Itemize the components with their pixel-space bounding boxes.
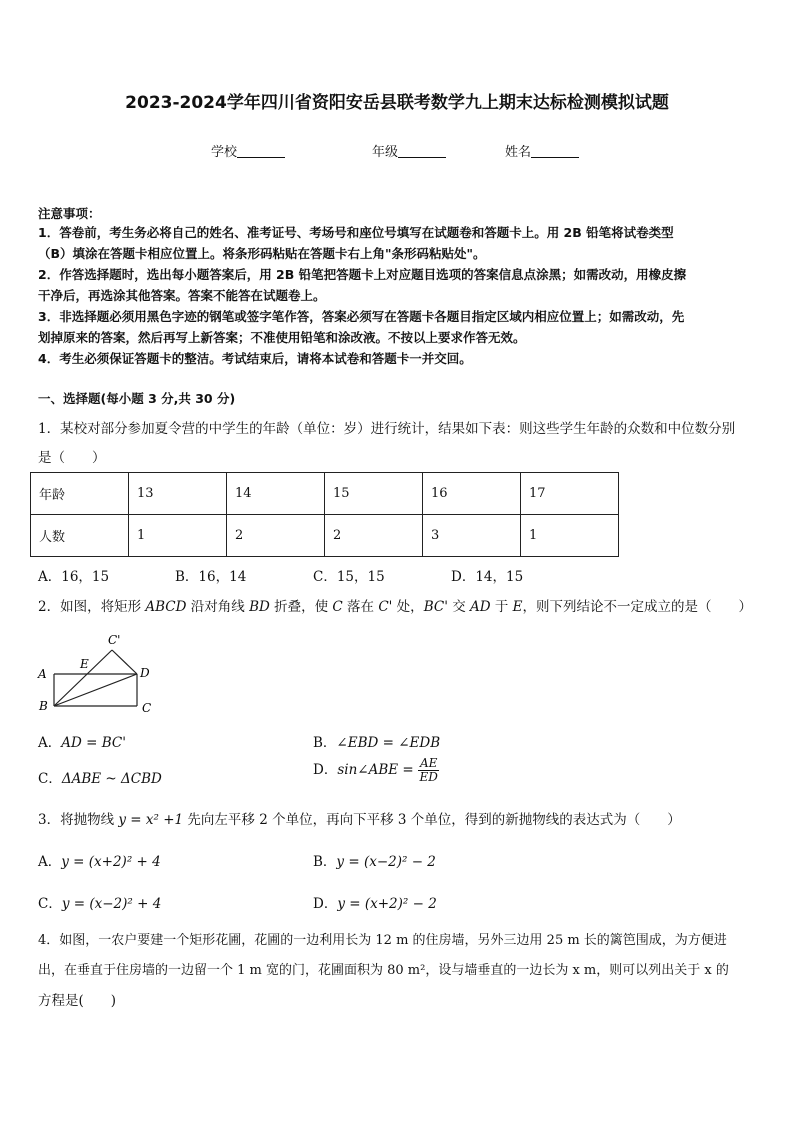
- q1-option-c[interactable]: C．15，15: [313, 569, 385, 585]
- label-c-prime: C': [108, 633, 121, 647]
- q2-option-a[interactable]: A．AD = BC': [38, 735, 126, 751]
- q1-option-d[interactable]: D．14，15: [451, 569, 524, 585]
- table-cell: 16: [423, 473, 521, 515]
- table-cell: 1: [129, 515, 227, 557]
- notice-line: 干净后，再选涂其他答案。答案不能答在试题卷上。: [38, 288, 326, 303]
- question-4-text: 4．如图，一农户要建一个矩形花圃，花圃的一边利用长为 12 m 的住房墙，另外三边用 25 m 长的篱笆围成，为方便进: [38, 933, 727, 948]
- table-cell: 3: [423, 515, 521, 557]
- table-cell: 年龄: [31, 473, 129, 515]
- table-cell: 人数: [31, 515, 129, 557]
- notice-line: （B）填涂在答题卡相应位置上。将条形码粘贴在答题卡右上角"条形码粘贴处"。: [38, 246, 486, 261]
- school-field: 学校: [211, 141, 285, 160]
- age-table: [30, 472, 619, 557]
- label-e: E: [80, 657, 89, 671]
- q3-option-d[interactable]: D．y = (x+2)² − 2: [313, 896, 437, 912]
- name-field: 姓名: [505, 141, 579, 160]
- notice-line: 3．非选择题必须用黑色字迹的钢笔或签字笔作答，答案必须写在答题卡各题目指定区域内相应位置上；如需改动，先: [38, 309, 685, 324]
- question-4-text-cont: 出，在垂直于住房墙的一边留一个 1 m 宽的门，花圃面积为 80 m²，设与墙垂直的一边长为 x m，则可以列出关于 x 的: [38, 963, 729, 978]
- label-c: C: [142, 701, 152, 715]
- question-1-text: 1．某校对部分参加夏令营的中学生的年龄（单位：岁）进行统计，结果如下表：则这些学生年龄的众数和中位数分别: [38, 421, 736, 437]
- question-3-text: 3．将抛物线 y = x² +1 先向左平移 2 个单位，再向下平移 3 个单位，得到的新抛物线的表达式为（ ）: [38, 812, 681, 828]
- question-4-text-end: 方程是( ): [38, 993, 117, 1009]
- q2-option-c[interactable]: C．ΔABE ~ ΔCBD: [38, 771, 162, 787]
- table-row: [31, 473, 619, 515]
- table-cell: 15: [325, 473, 423, 515]
- notice-line: 划掉原来的答案，然后再写上新答案；不准使用铅笔和涂改液。不按以上要求作答无效。: [38, 330, 526, 345]
- q2-option-b[interactable]: B．∠EBD = ∠EDB: [313, 735, 441, 751]
- grade-field: 年级: [372, 141, 446, 160]
- table-cell: 14: [227, 473, 325, 515]
- notice-line: 1．答卷前，考生务必将自己的姓名、准考证号、考场号和座位号填写在试题卷和答题卡上。用 2B 铅笔将试卷类型: [38, 225, 674, 240]
- table-cell: 13: [129, 473, 227, 515]
- q3-option-b[interactable]: B．y = (x−2)² − 2: [313, 854, 436, 870]
- section-heading: 一、选择题(每小题 3 分,共 30 分): [38, 391, 236, 406]
- q2-option-d[interactable]: D．sin∠ABE = $\frac{AE}{ED}$: [313, 756, 438, 785]
- question-2-text: 2．如图，将矩形 ABCD 沿对角线 BD 折叠，使 C 落在 C' 处，BC' 交 AD 于 E，则下列结论不一定成立的是（ ）: [38, 599, 753, 615]
- name-blank[interactable]: [531, 144, 579, 158]
- table-cell: 17: [521, 473, 619, 515]
- table-cell: 1: [521, 515, 619, 557]
- question-1-text-cont: 是（ ）: [38, 450, 106, 466]
- label-a: A: [38, 667, 47, 681]
- q3-option-c[interactable]: C．y = (x−2)² + 4: [38, 896, 162, 912]
- q1-option-b[interactable]: B．16，14: [175, 569, 247, 585]
- notice-line: 4．考生必须保证答题卡的整洁。考试结束后，请将本试卷和答题卡一并交回。: [38, 351, 472, 366]
- fold-figure: [34, 630, 164, 718]
- page-title: 2023-2024学年四川省资阳安岳县联考数学九上期末达标检测模拟试题: [125, 93, 669, 113]
- notice-heading: 注意事项：: [38, 206, 101, 221]
- table-row: [31, 515, 619, 557]
- label-b: B: [39, 699, 48, 713]
- q3-option-a[interactable]: A．y = (x+2)² + 4: [38, 854, 161, 870]
- grade-blank[interactable]: [398, 144, 446, 158]
- label-d: D: [140, 666, 150, 680]
- table-cell: 2: [227, 515, 325, 557]
- notice-line: 2．作答选择题时，选出每小题答案后，用 2B 铅笔把答题卡上对应题目选项的答案信息点涂黑；如需改动，用橡皮擦: [38, 267, 687, 282]
- school-blank[interactable]: [237, 144, 285, 158]
- table-cell: 2: [325, 515, 423, 557]
- fraction: $\frac{AE}{ED}$: [419, 756, 438, 785]
- q1-option-a[interactable]: A．16，15: [38, 569, 110, 585]
